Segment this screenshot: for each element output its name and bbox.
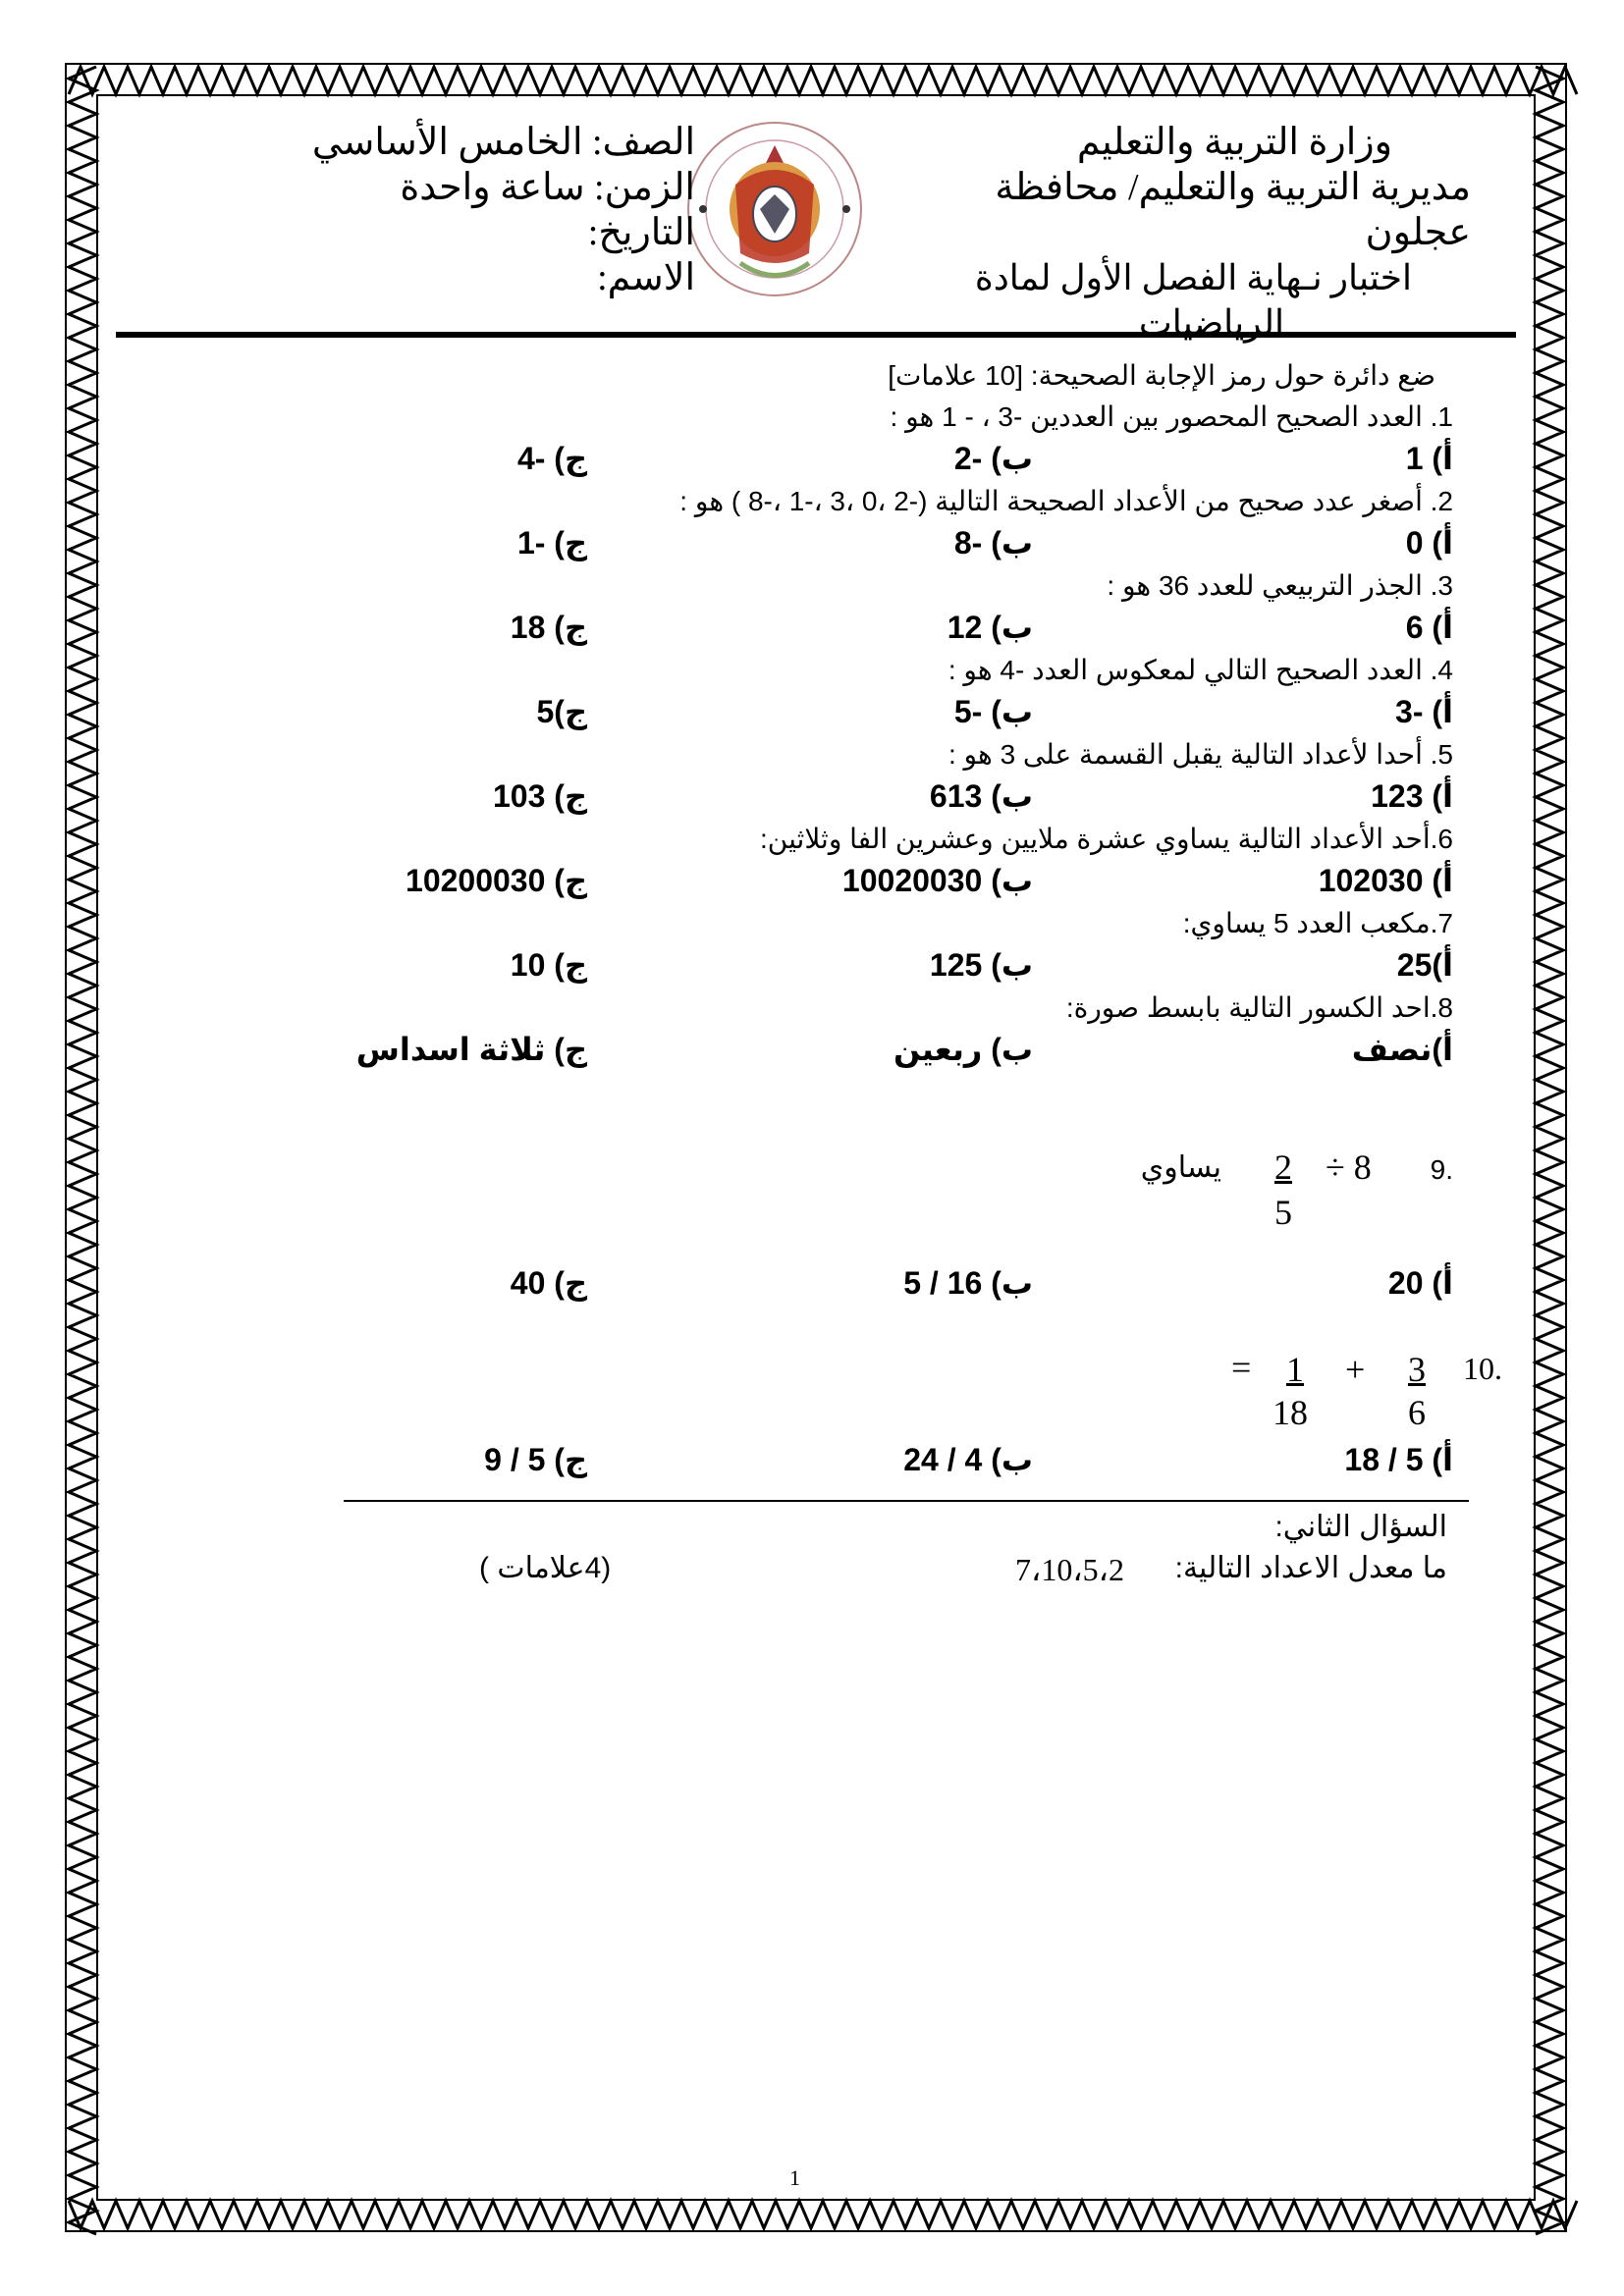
question-3-option-b[interactable]: ب) 12 (947, 610, 1033, 645)
q10-number: .10 (1463, 1351, 1502, 1386)
q10-denominator-1: 6 (1408, 1393, 1426, 1432)
q9-denominator: 5 (1274, 1193, 1292, 1232)
question-4-option-b[interactable]: ب) -5 (953, 694, 1033, 729)
question-4-option-c[interactable]: ج)5 (536, 694, 587, 729)
subject-name: الرياضيات (1138, 303, 1284, 343)
jordan-emblem-icon (681, 116, 868, 302)
q9-suffix: يساوي (1140, 1151, 1221, 1184)
question-1-option-a[interactable]: أ) 1 (1405, 441, 1453, 476)
section-two-question: ما معدل الاعداد التالية: (1174, 1552, 1447, 1584)
question-2-option-c[interactable]: ج) -1 (516, 525, 587, 561)
exam-page (96, 94, 1536, 2201)
question-3-option-a[interactable]: أ) 6 (1405, 610, 1453, 645)
question-7-option-a[interactable]: أ)25 (1396, 947, 1453, 983)
name-label: الاسم: (597, 257, 695, 298)
question-1-option-b[interactable]: ب) -2 (953, 441, 1033, 476)
instructions: ضع دائرة حول رمز الإجابة الصحيحة: [10 علامات] (888, 360, 1435, 391)
question-8-option-b[interactable]: ب) ربعين (893, 1032, 1033, 1067)
q9-option-a[interactable]: أ) 20 (1387, 1265, 1453, 1301)
grade-label: الصف: الخامس الأساسي (311, 122, 695, 163)
exam-title: اختبار نـهاية الفصل الأول لمادة (974, 258, 1412, 297)
question-7-option-c[interactable]: ج) 10 (510, 947, 587, 983)
section-two-marks: (4علامات ) (479, 1552, 612, 1584)
question-1-text: 1. العدد الصحيح المحصور بين العددين -3 ، - 1 هو : (890, 401, 1453, 432)
question-6-option-b[interactable]: ب) 10020030 (841, 863, 1033, 898)
question-2-option-b[interactable]: ب) -8 (953, 525, 1033, 561)
q9-option-b[interactable]: ب) 16 / 5 (903, 1265, 1033, 1301)
question-3-text: 3. الجذر التربيعي للعدد 36 هو : (1107, 570, 1453, 601)
q10-option-a[interactable]: أ) 5 / 18 (1344, 1442, 1453, 1477)
q10-plus: + (1345, 1350, 1366, 1389)
q9-expression: 8 ÷ (1326, 1148, 1372, 1187)
question-6-option-a[interactable]: أ) 102030 (1318, 863, 1453, 898)
section-divider (344, 1500, 1469, 1502)
question-7-text: 7.مكعب العدد 5 يساوي: (1182, 908, 1453, 938)
date-label: التاريخ: (587, 212, 695, 253)
question-5-option-c[interactable]: ج) 103 (493, 778, 587, 814)
q10-option-b[interactable]: ب) 4 / 24 (903, 1442, 1033, 1477)
question-7-option-b[interactable]: ب) 125 (929, 947, 1033, 983)
q10-denominator-2: 18 (1272, 1393, 1308, 1432)
question-5-text: 5. أحدا لأعداد التالية يقبل القسمة على 3 هو : (947, 739, 1453, 770)
page-number: 1 (789, 2165, 800, 2190)
question-1-option-c[interactable]: ج) -4 (516, 441, 587, 476)
q10-equals: = (1231, 1348, 1252, 1387)
question-4-option-a[interactable]: أ) -3 (1395, 694, 1453, 729)
section-two-numbers: 7،10،5،2 (1015, 1552, 1124, 1587)
header-ministry-block (921, 120, 1471, 346)
header-student-block (283, 120, 695, 300)
q10-numerator-2: 1 (1286, 1350, 1304, 1389)
question-5-option-a[interactable]: أ) 123 (1371, 778, 1453, 814)
q9-option-c[interactable]: ج) 40 (510, 1265, 587, 1301)
question-2-text: 2. أصغر عدد صحيح من الأعداد الصحيحة التالية (-2 ،0 ،3 ،-1 ،-8 ) هو : (679, 486, 1453, 516)
ministry-name: وزارة التربية والتعليم (1076, 122, 1392, 163)
section-two-title: السؤال الثاني: (1274, 1511, 1447, 1543)
q9-number: .9 (1430, 1154, 1453, 1185)
question-8-option-a[interactable]: أ)نصف (1351, 1032, 1453, 1067)
q9-numerator: 2 (1274, 1148, 1292, 1187)
q10-option-c[interactable]: ج) 5 / 9 (484, 1442, 587, 1477)
question-6-option-c[interactable]: ج) 10200030 (406, 863, 587, 898)
time-label: الزمن: ساعة واحدة (400, 167, 695, 208)
question-2-option-a[interactable]: أ) 0 (1405, 525, 1453, 561)
q10-numerator-1: 3 (1408, 1350, 1426, 1389)
directorate-name: مديرية التربية والتعليم/ محافظة عجلون (995, 167, 1471, 253)
question-5-option-b[interactable]: ب) 613 (929, 778, 1033, 814)
question-8-text: 8.احد الكسور التالية بابسط صورة: (1065, 992, 1453, 1023)
question-6-text: 6.أحد الأعداد التالية يساوي عشرة ملايين وعشرين الفا وثلاثين: (760, 824, 1453, 854)
question-3-option-c[interactable]: ج) 18 (510, 610, 587, 645)
header-divider (116, 332, 1516, 338)
question-8-option-c[interactable]: ج) ثلاثة اسداس (355, 1032, 587, 1067)
question-4-text: 4. العدد الصحيح التالي لمعكوس العدد -4 هو : (947, 655, 1453, 685)
